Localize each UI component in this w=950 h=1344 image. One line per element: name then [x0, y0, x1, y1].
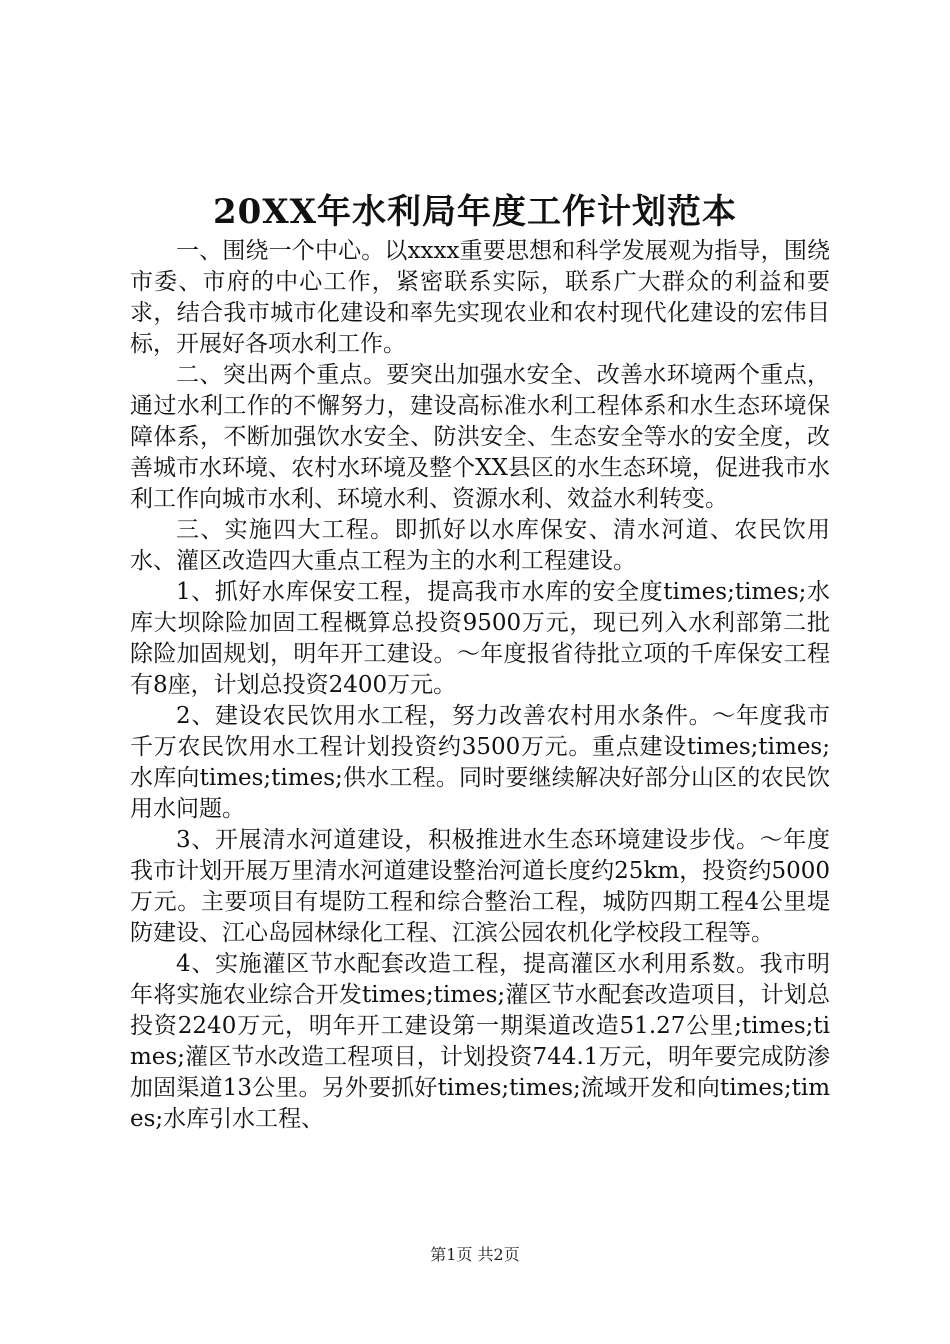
paragraph: 2、建设农民饮用水工程，努力改善农村用水条件。～年度我市千万农民饮用水工程计划投资约3500万元。重点建设times;times;水库向times;times;供水工程。同时要继续解决好部分山区的农民饮用水问题。	[130, 703, 830, 822]
paragraph: 二、突出两个重点。要突出加强水安全、改善水环境两个重点，通过水利工作的不懈努力，建设高标准水利工程体系和水生态环境保障体系，不断加强饮水安全、防洪安全、生态安全等水的安全度，改善城市水环境、农村水环境及整个XX县区的水生态环境，促进我市水利工作向城市水利、环境水利、资源水利、效益水利转变。	[130, 362, 830, 512]
paragraph: 三、实施四大工程。即抓好以水库保安、清水河道、农民饮用水、灌区改造四大重点工程为主的水利工程建设。	[130, 517, 830, 574]
paragraph: 4、实施灌区节水配套改造工程，提高灌区水利用系数。我市明年将实施农业综合开发times;times;灌区节水配套改造项目，计划总投资2240万元，明年开工建设第一期渠道改造51.27公里;times;times;灌区节水改造工程项目，计划投资744.1万元，明年要完成防渗加固渠道13公里。另外要抓好times;times;流域开发和向times;times;水库引水工程、	[130, 951, 830, 1132]
paragraph: 1、抓好水库保安工程，提高我市水库的安全度times;times;水库大坝除险加固工程概算总投资9500万元，现已列入水利部第二批除险加固规划，明年开工建设。～年度报省待批立项的千库保安工程有8座，计划总投资2400万元。	[130, 579, 830, 698]
paragraph: 一、围绕一个中心。以xxxx重要思想和科学发展观为指导，围绕市委、市府的中心工作，紧密联系实际，联系广大群众的利益和要求，结合我市城市化建设和率先实现农业和农村现代化建设的宏伟目标，开展好各项水利工作。	[130, 238, 830, 357]
document-body	[130, 236, 830, 1135]
page-number-footer: 第1页 共2页	[430, 1245, 520, 1264]
document-title: 20XX年水利局年度工作计划范本	[212, 192, 738, 232]
paragraph: 3、开展清水河道建设，积极推进水生态环境建设步伐。～年度我市计划开展万里清水河道建设整治河道长度约25km，投资约5000万元。主要项目有堤防工程和综合整治工程，城防四期工程4公里堤防建设、江心岛园林绿化工程、江滨公园农机化学校段工程等。	[130, 827, 830, 946]
